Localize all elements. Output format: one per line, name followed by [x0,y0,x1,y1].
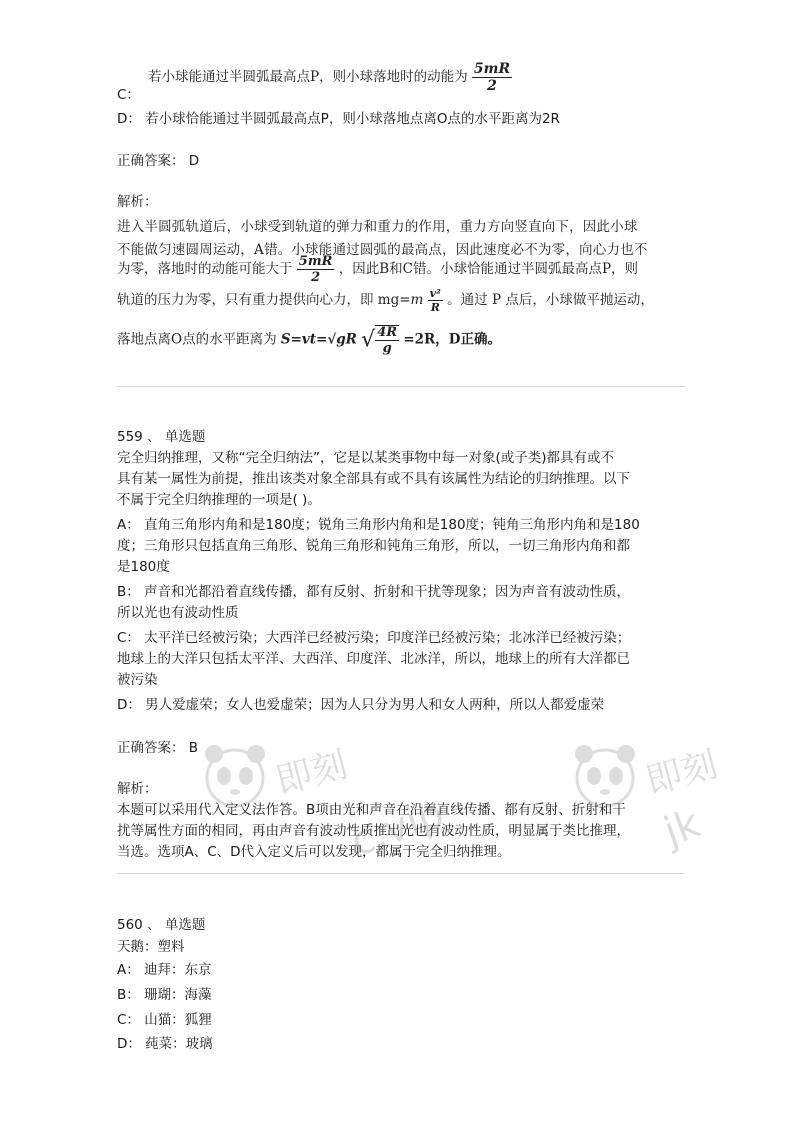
question-559-stem-2: 具有某一属性为前提，推出该类对象全部具有或不具有该属性为结论的归纳推理。以下 [117,471,630,487]
question-559-header: 559 、 单选题 [117,429,206,445]
question-559-analysis-label: 解析： [117,781,158,797]
fraction-denominator: g [382,341,392,356]
question-559-analysis-2: 扰等属性方面的相同，再由声音有波动性质推出光也有波动性质，明显属于类比推理， [117,823,630,839]
fraction-numerator: 5mR [298,254,333,269]
analysis-line-3-b: ，因此B和C错。小球恰能通过半圆弧最高点P，则 [338,261,639,277]
analysis-scan-line-2: 不能做匀速圆周运动，A错。小球能通过圆弧的最高点，因此速度必不为零，向心力也不 [117,242,648,258]
option-c-scan-text: 若小球能通过半圆弧最高点P，则小球落地时的动能为 [148,69,468,85]
option-c-label: C： [117,87,140,103]
analysis-scan-line-5: 落地点离O点的水平距离为 S=vt=√gR √ $\frac{4R}{g}$ =2R，D正确。 [117,325,501,356]
question-559-option-a-2: 度；三角形只包括直角三角形、锐角三角形和钝角三角形，所以，一切三角形内角和都 [117,538,630,554]
analysis-scan-line-3 [117,255,688,284]
question-560-header: 560 、 单选题 [117,917,206,933]
fraction-numerator: 4R [377,325,398,340]
question-559-option-a-1[interactable]: A： 直角三角形内角和是180度；锐角三角形内角和是180度；钝角三角形内角和是180 [117,517,640,533]
analysis-scan-line-1: 进入半圆弧轨道后，小球受到轨道的弹力和重力的作用，重力方向竖直向下，因此小球 [117,219,638,235]
analysis-line-4-b: 。通过 P 点后，小球做平抛运动， [447,292,654,308]
question-559-analysis-1: 本题可以采用代入定义法作答。B项由光和声音在沿着直线传播、都有反射、折射和干 [117,802,626,818]
fraction-denominator: R [430,301,440,314]
fraction-denominator: 2 [487,78,497,94]
question-559-option-c-1[interactable]: C： 太平洋已经被污染；大西洋已经被污染；印度洋已经被污染；北冰洋已经被污染； [117,630,631,646]
analysis-line-4-a: 轨道的压力为零，只有重力提供向心力，即 mg= [117,292,411,308]
question-560-option-a[interactable]: A： 迪拜：东京 [117,962,212,978]
analysis-line-5-formula: S=vt=√gR [280,331,357,348]
analysis-line-5-b: =2R，D正确。 [403,331,501,348]
fraction-numerator: v² [429,287,441,300]
question-559-option-b-1[interactable]: B： 声音和光都沿着直线传播，都有反射、折射和干扰等现象；因为声音有波动性质， [117,584,631,600]
question-559-analysis-3: 当选。选项A、C、D代入定义后可以发现，都属于完全归纳推理。 [117,844,511,860]
question-559-option-c-2: 地球上的大洋只包括太平洋、大西洋、印度洋、北冰洋，所以，地球上的所有大洋都已 [117,651,630,667]
watermark-url-left: c.vip [344,790,450,866]
question-559-option-a-3: 是180度 [117,559,170,575]
question-560-stem: 天鹅：塑料 [117,939,185,955]
question-559-option-b-2: 所以光也有波动性质 [117,605,239,621]
question-560-option-c[interactable]: C： 山猫：狐狸 [117,1012,212,1028]
question-559-stem-3: 不属于完全归纳推理的一项是( )。 [117,492,321,508]
analysis-line-5-a: 落地点离O点的水平距离为 [117,331,277,348]
analysis-line-5-fraction [375,325,399,355]
watermark-text-left: 即刻 [271,744,352,803]
question-559-option-c-3: 被污染 [117,672,158,688]
question-560-option-d[interactable]: D： 莼菜：玻璃 [117,1036,213,1052]
question-559-answer: 正确答案： B [117,740,199,756]
question-560-option-b[interactable]: B： 珊瑚：海藻 [117,987,212,1003]
watermark-text-right: 即刻 [641,744,722,803]
option-d: D： 若小球恰能通过半圆弧最高点P，则小球落地点离O点的水平距离为2R [117,111,560,127]
divider [117,386,685,387]
question-559-option-d[interactable]: D： 男人爱虚荣；女人也爱虚荣；因为人只分为男人和女人两种，所以人都爱虚荣 [117,697,605,713]
fraction-numerator: 5mR [473,61,511,77]
analysis-label: 解析： [117,194,158,210]
analysis-line-4-m: m [410,292,424,308]
analysis-line-3-a: 为零，落地时的动能可能大于 [117,261,293,277]
divider [117,873,685,874]
analysis-scan-line-4 [117,288,688,313]
watermark-url-right: jk [658,800,707,856]
analysis-line-3-fraction [297,255,335,284]
answer: 正确答案： D [117,153,200,169]
analysis-line-4-fraction [428,288,443,313]
fraction-denominator: 2 [311,270,321,285]
question-559-stem-1: 完全归纳推理，又称“完全归纳法”，它是以某类事物中每一对象(或子类)都具有或不 [117,450,615,466]
